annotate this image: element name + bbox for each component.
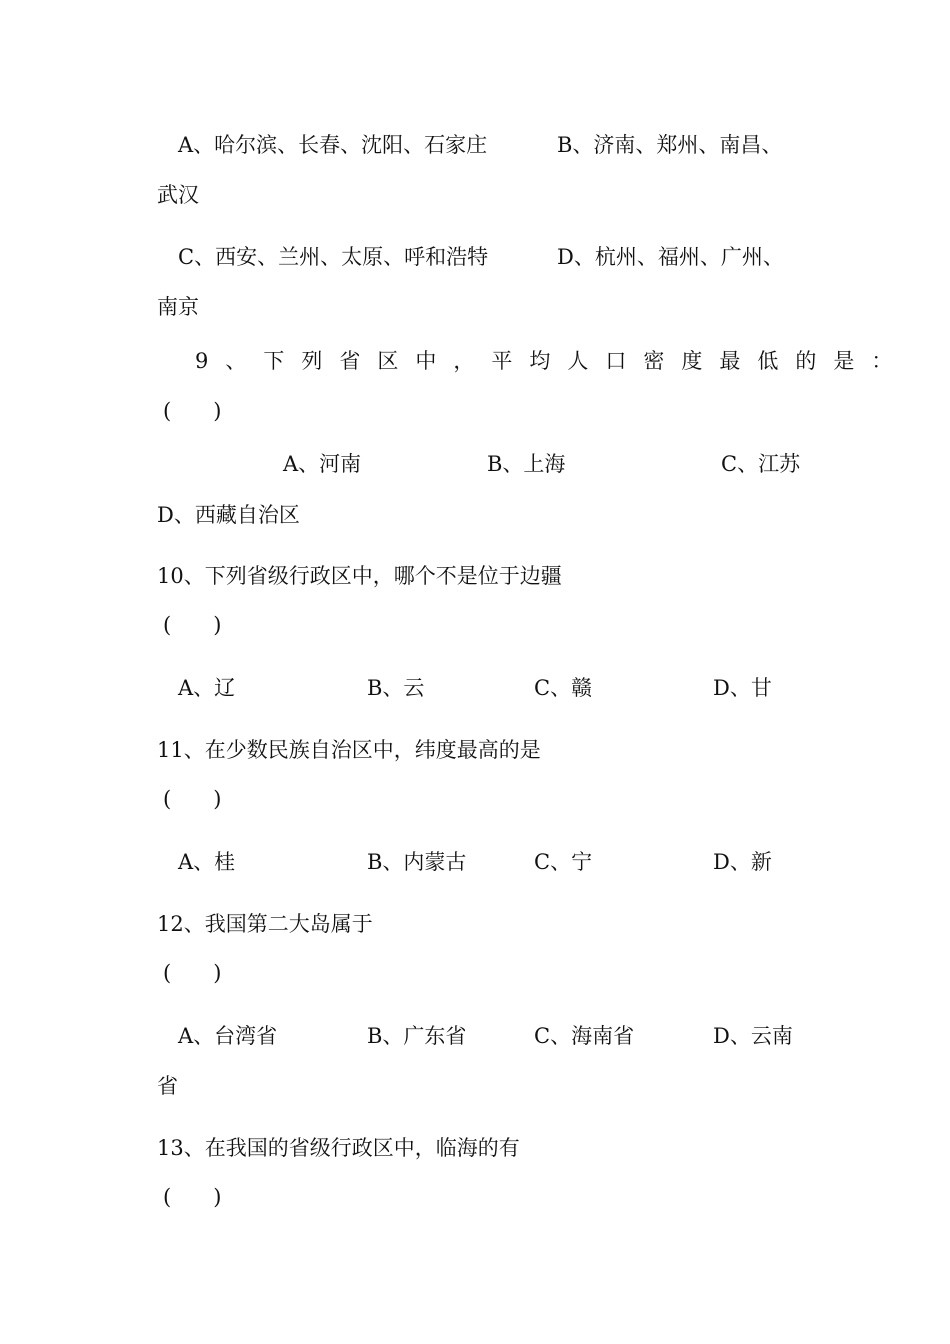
q12-option-b: B、广东省 (367, 1024, 467, 1048)
q9-answer-paren: ( ) (163, 399, 222, 423)
q8-option-b: B、济南、郑州、南昌、 (557, 133, 783, 157)
q11-option-a: A、桂 (178, 850, 236, 874)
q9-option-d: D、西藏自治区 (157, 503, 300, 527)
q9-stem: 9、下列省区中，平均人口密度最低的是： (195, 349, 910, 373)
q10-answer-paren: ( ) (163, 613, 222, 637)
q12-answer-paren: ( ) (163, 961, 222, 985)
q8-option-c: C、西安、兰州、太原、呼和浩特 (178, 245, 489, 269)
q11-answer-paren: ( ) (163, 787, 222, 811)
q13-answer-paren: ( ) (163, 1185, 222, 1209)
q12-stem: 12、我国第二大岛属于 (157, 912, 373, 936)
q12-option-d-continued: 省 (157, 1074, 178, 1098)
q13-stem: 13、在我国的省级行政区中，临海的有 (157, 1136, 520, 1160)
q11-stem: 11、在少数民族自治区中，纬度最高的是 (157, 738, 541, 762)
q9-option-a: A、河南 (283, 452, 362, 476)
q10-option-c: C、赣 (534, 676, 593, 700)
q11-option-d: D、新 (713, 850, 772, 874)
q10-option-d: D、甘 (713, 676, 772, 700)
q9-option-b: B、上海 (487, 452, 566, 476)
q11-option-c: C、宁 (534, 850, 593, 874)
q11-option-b: B、内蒙古 (367, 850, 467, 874)
q10-option-a: A、辽 (178, 676, 236, 700)
q8-option-a: A、哈尔滨、长春、沈阳、石家庄 (178, 133, 488, 157)
q8-option-b-continued: 武汉 (157, 183, 199, 207)
q12-option-a: A、台湾省 (178, 1024, 278, 1048)
q8-option-d-continued: 南京 (157, 295, 199, 319)
q8-option-d: D、杭州、福州、广州、 (557, 245, 784, 269)
q10-stem: 10、下列省级行政区中，哪个不是位于边疆 (157, 564, 562, 588)
q10-option-b: B、云 (367, 676, 425, 700)
q12-option-d: D、云南 (713, 1024, 793, 1048)
q12-option-c: C、海南省 (534, 1024, 635, 1048)
q9-option-c: C、江苏 (721, 452, 801, 476)
